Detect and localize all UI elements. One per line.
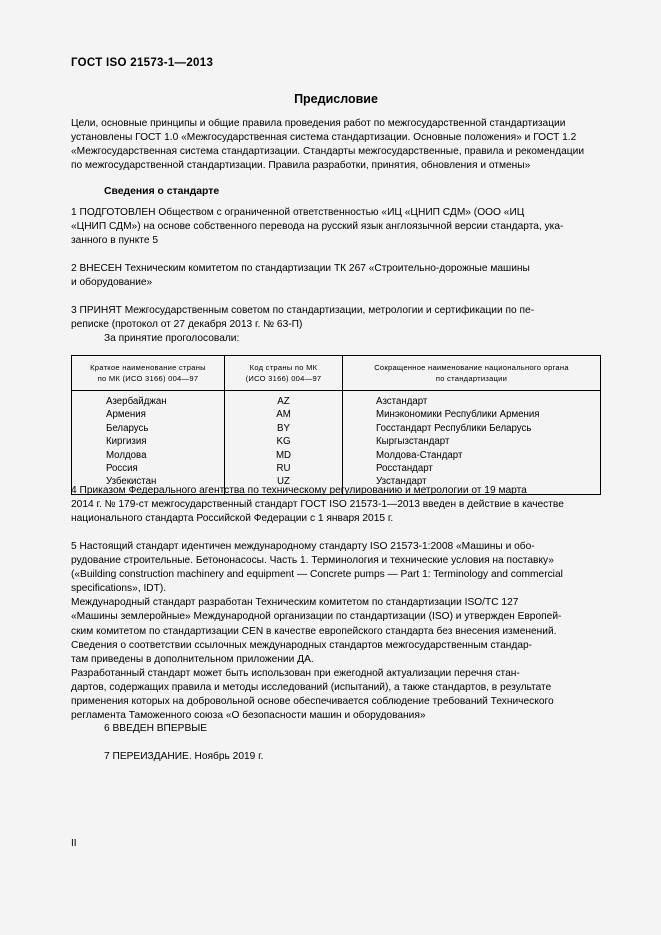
list-item: Узбекистан xyxy=(106,476,157,488)
clause-5-line-1: 5 Настоящий стандарт идентичен международному стандарту ISO 21573-1:2008 «Машины и обо- xyxy=(71,541,535,552)
clause-2 xyxy=(71,262,601,290)
vote-intro-block xyxy=(71,332,601,346)
table-header-code-line-2: (ИСО 3166) 004—97 xyxy=(245,374,322,383)
table-header-country-line-2: по МК (ИСО 3166) 004—97 xyxy=(97,374,199,383)
clause-5-para4-line-1: Разработанный стандарт может быть использован при ежегодной актуализации перечня стан- xyxy=(71,667,520,679)
intro-line-2: установлены ГОСТ 1.0 «Межгосударственная система стандартизации. Основные положения» и ГОСТ 1.2 xyxy=(71,132,577,144)
clause-3-line-1: 3 ПРИНЯТ Межгосударственным советом по стандартизации, метрологии и сертификации по пе- xyxy=(71,305,535,316)
table-header-code xyxy=(225,356,343,391)
list-item: Росстандарт xyxy=(376,463,433,475)
intro-paragraph xyxy=(71,117,601,173)
clause-5 xyxy=(71,540,601,723)
clause-1-line-3: занного в пункте 5 xyxy=(71,235,159,247)
intro-line-3: «Межгосударственная система стандартизации. Стандарты межгосударственные, правила и рекомендации xyxy=(71,146,585,158)
body-list xyxy=(376,395,600,489)
table-cell-bodies xyxy=(343,391,601,495)
table-cell-codes xyxy=(225,391,343,495)
list-item: RU xyxy=(276,463,291,475)
clause-5-line-2: рудование строительные. Бетононасосы. Часть 1. Терминология и технические условия на поставку» xyxy=(71,555,554,567)
clause-7-text: 7 ПЕРЕИЗДАНИЕ. Ноябрь 2019 г. xyxy=(104,751,264,762)
table-header-body xyxy=(343,356,601,391)
clause-5-line-4: specifications», IDT). xyxy=(71,583,167,595)
list-item: MD xyxy=(275,449,292,461)
table-header-row xyxy=(72,356,601,391)
table-row xyxy=(72,391,601,495)
clause-1 xyxy=(71,206,601,248)
clause-3 xyxy=(71,304,601,332)
clause-5-para2-line-1: Международный стандарт разработан Техническим комитетом по стандартизации ISO/TC 127 xyxy=(71,597,519,609)
clause-5-para3-line-1: Сведения о соответствии ссылочных международных стандартов межгосударственным стандар- xyxy=(71,639,533,651)
list-item: AM xyxy=(276,409,291,421)
intro-line-4: по межгосударственной стандартизации. Правила разработки, принятия, обновления и отмены» xyxy=(71,160,531,172)
table-cell-countries xyxy=(72,391,225,495)
clause-5-para4-line-4: регламента Таможенного союза «О безопасности машин и оборудования» xyxy=(71,710,426,722)
clause-4-line-1: 4 Приказом Федерального агентства по техническому регулированию и метрологии от 19 марта xyxy=(71,485,527,496)
clause-4-line-2: 2014 г. № 179-ст межгосударственный стандарт ГОСТ ISO 21573-1—2013 введен в действие в качестве xyxy=(71,499,564,511)
clause-1-line-2: «ЦНИП СДМ») на основе собственного перевода на русский язык англоязычной версии стандарта, ука- xyxy=(71,221,564,233)
list-item: Минэкономики Республики Армения xyxy=(376,409,540,421)
clause-6-text: 6 ВВЕДЕН ВПЕРВЫЕ xyxy=(104,723,208,734)
list-item: AZ xyxy=(277,396,290,407)
intro-line-1: Цели, основные принципы и общие правила проведения работ по межгосударственной стандартизации xyxy=(71,118,566,129)
table-header-body-line-2: по стандартизации xyxy=(435,374,508,383)
clause-2-line-1: 2 ВНЕСЕН Техническим комитетом по стандартизации ТК 267 «Строительно-дорожные машины xyxy=(71,263,530,274)
list-item: Азербайджан xyxy=(106,396,167,407)
list-item: Кыргызстандарт xyxy=(376,436,450,448)
table-header-country-line-1: Краткое наименование страны xyxy=(90,363,206,372)
list-item: Молдова xyxy=(106,449,147,461)
section-heading-block xyxy=(71,185,601,199)
country-list xyxy=(106,395,224,489)
list-item: Азстандарт xyxy=(376,396,428,407)
clause-4-line-3: национального стандарта Российской Федерации с 1 января 2015 г. xyxy=(71,513,394,525)
clause-7 xyxy=(71,750,601,764)
clause-5-para4-line-3: применения которых на добровольной основе обеспечивается соблюдение требований Технического xyxy=(71,696,554,708)
vote-intro-text: За принятие проголосовали: xyxy=(104,333,240,344)
section-heading: Сведения о стандарте xyxy=(104,186,220,197)
clause-5-para2-line-2: «Машины землеройные» Международной организации по стандартизации (ISO) и утвержден Европей- xyxy=(71,611,562,623)
clause-5-para3-line-2: там приведены в дополнительном приложении ДА. xyxy=(71,653,314,665)
document-header: ГОСТ ISO 21573-1—2013 xyxy=(71,57,214,69)
code-list xyxy=(225,395,342,489)
list-item: Узстандарт xyxy=(376,476,427,488)
list-item: Киргизия xyxy=(106,436,147,448)
list-item: Беларусь xyxy=(106,422,149,434)
vote-table xyxy=(71,355,601,495)
clause-5-para4-line-2: дартов, содержащих правила и методы исследований (испытаний), а также стандартов, в результате xyxy=(71,681,552,693)
table-header-body-line-1: Сокращенное наименование национального органа xyxy=(374,363,569,372)
list-item: UZ xyxy=(277,476,290,488)
table-header-code-line-1: Код страны по МК xyxy=(249,363,318,372)
list-item: Россия xyxy=(106,463,138,475)
list-item: Госстандарт Республики Беларусь xyxy=(376,422,532,434)
clause-3-line-2: реписке (протокол от 27 декабря 2013 г. № 63-П) xyxy=(71,319,303,331)
clause-2-line-2: и оборудование» xyxy=(71,277,153,289)
list-item: BY xyxy=(277,422,290,434)
page-title: Предисловие xyxy=(294,92,378,106)
clause-5-para2-line-3: ским комитетом по стандартизации CEN в качестве европейского стандарта без внесения изменений. xyxy=(71,625,557,637)
list-item: KG xyxy=(276,436,291,448)
clause-4 xyxy=(71,484,601,526)
list-item: Молдова-Стандарт xyxy=(376,449,463,461)
clause-1-line-1: 1 ПОДГОТОВЛЕН Обществом с ограниченной ответственностью «ИЦ «ЦНИП СДМ» (ООО «ИЦ xyxy=(71,207,525,218)
clause-6 xyxy=(71,722,601,736)
page-number: II xyxy=(71,838,77,849)
clause-5-line-3: («Building construction machinery and equipment — Concrete pumps — Part 1: Terminology and commercial xyxy=(71,569,563,581)
list-item: Армения xyxy=(106,409,146,421)
table-header-country xyxy=(72,356,225,391)
